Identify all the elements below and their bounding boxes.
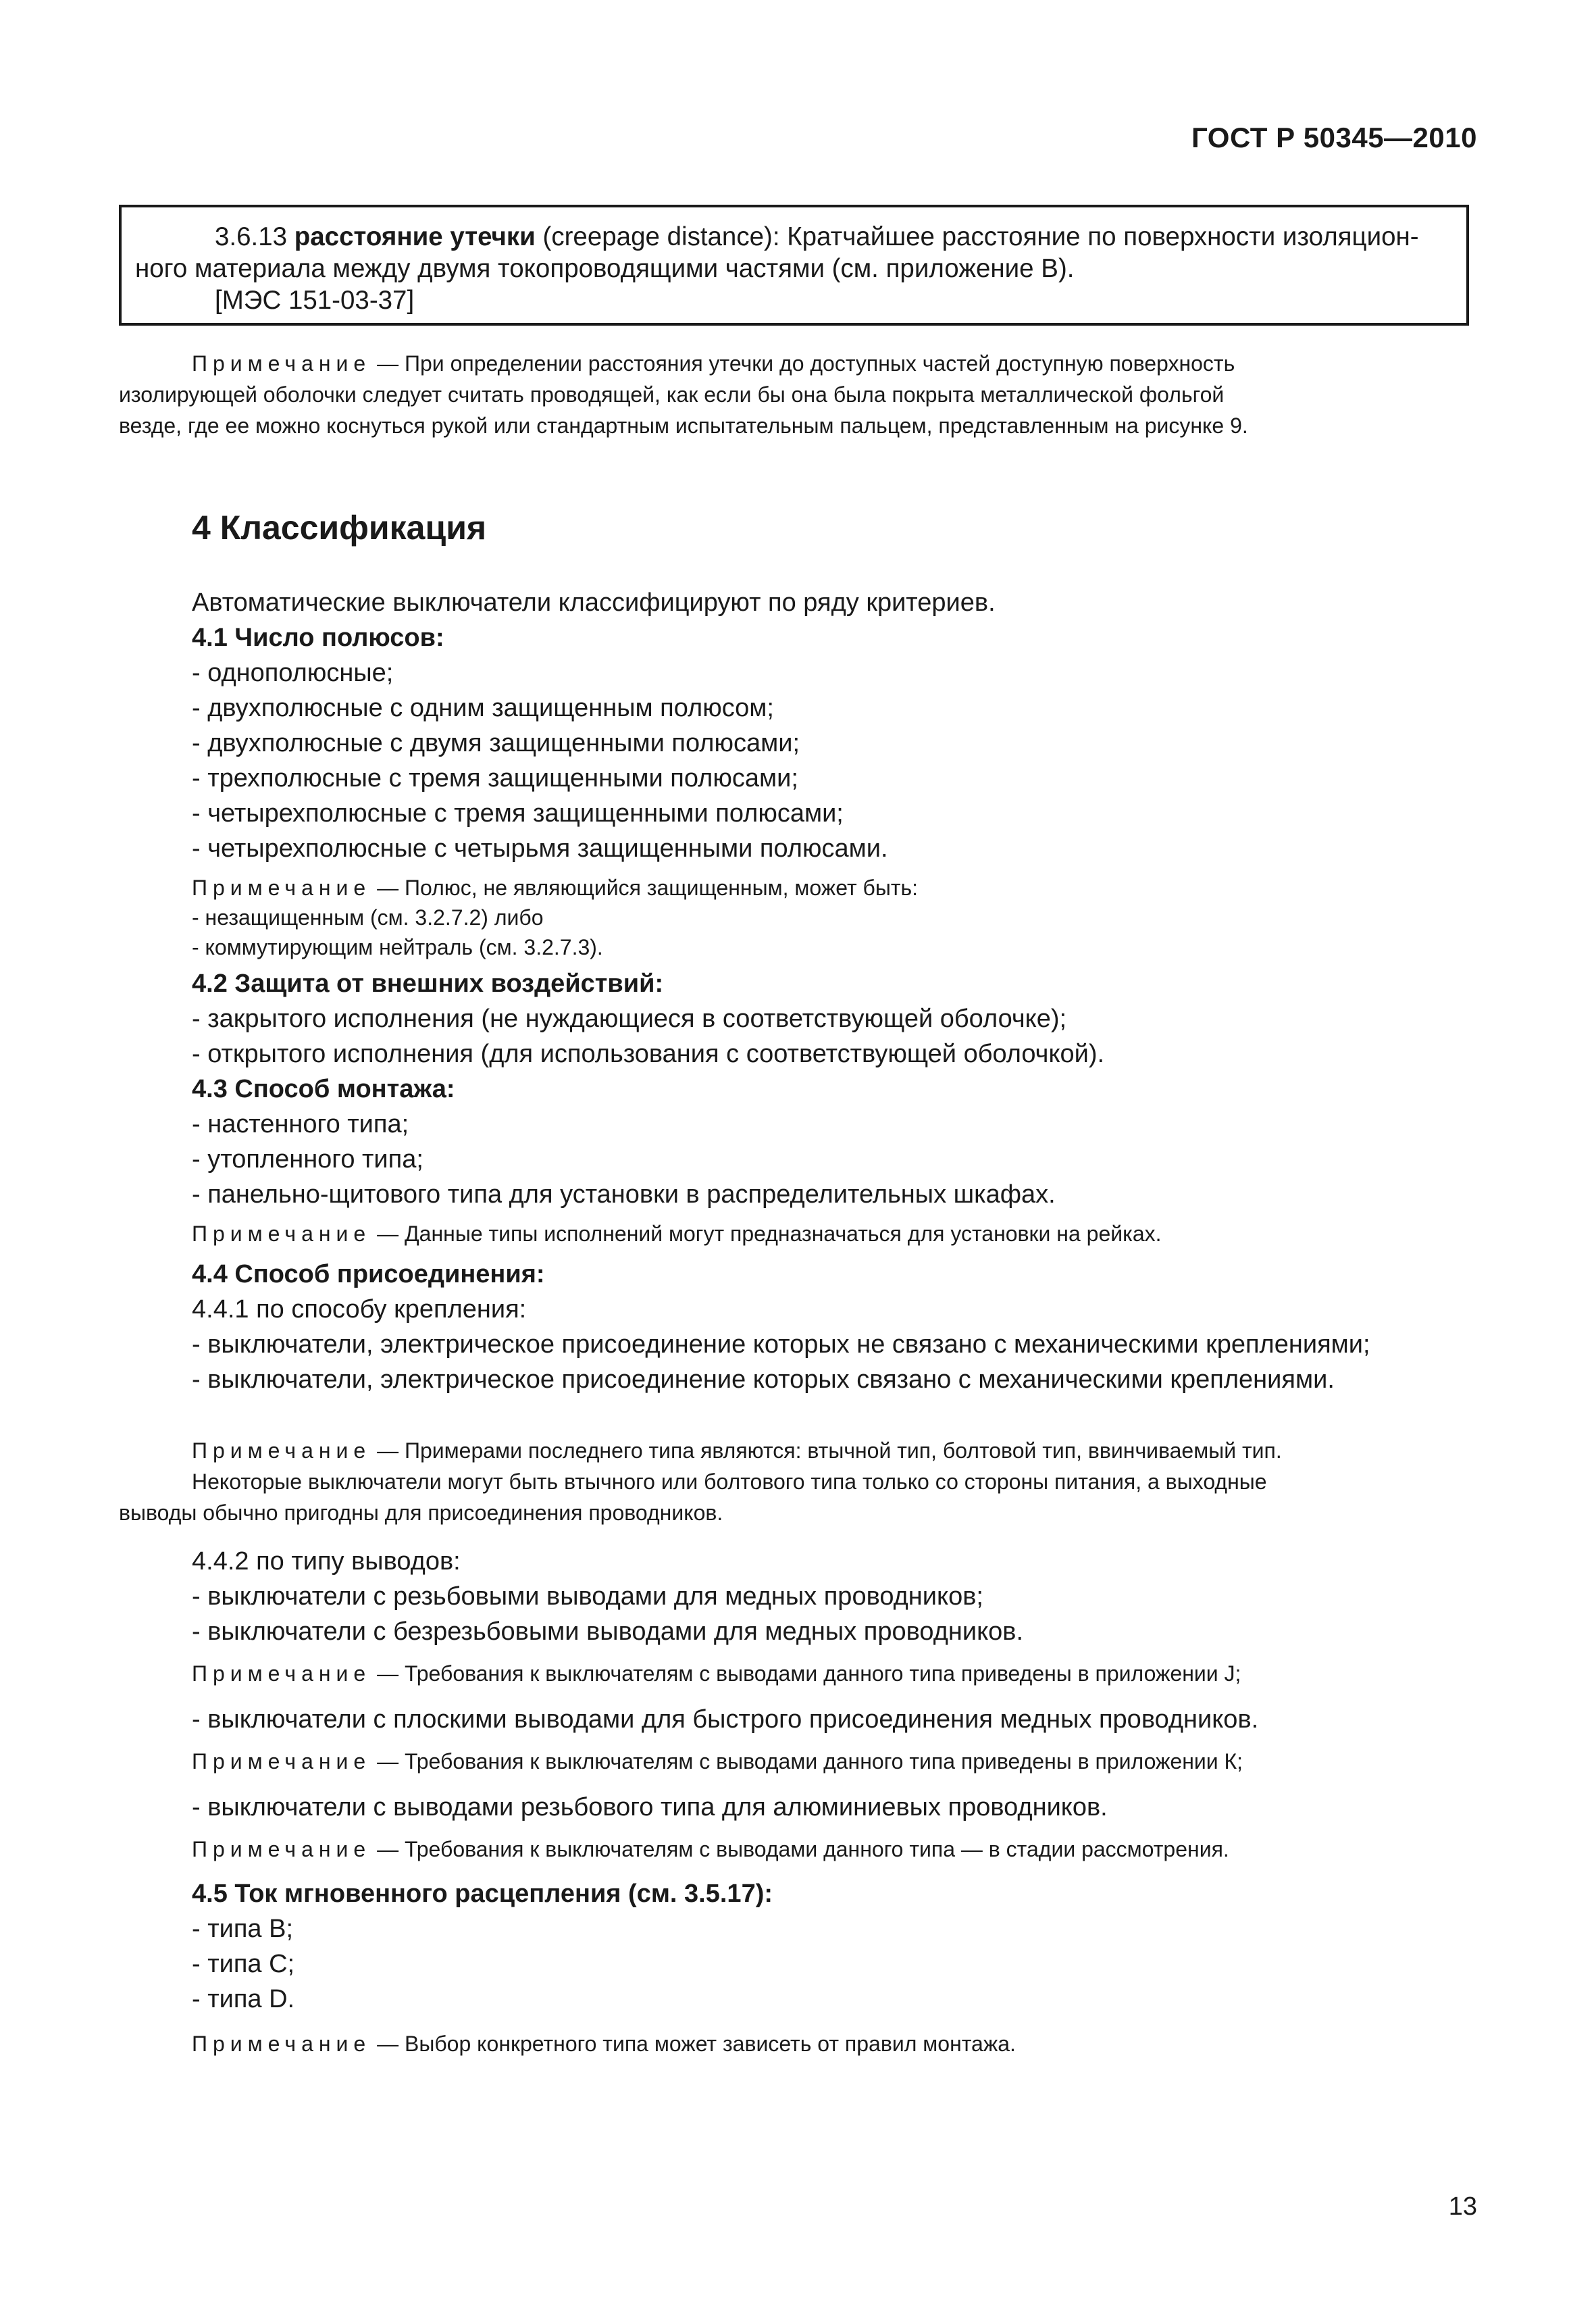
document-id: ГОСТ Р 50345—2010 — [1191, 122, 1477, 153]
definition-text: (creepage distance): Кратчайшее расстояние по поверхности изоляцион- — [535, 222, 1419, 251]
note-text: — Полюс, не являющийся защищенным, может быть: — [371, 876, 919, 900]
note-text: выводы обычно пригодны для присоединения проводников. — [119, 1501, 723, 1525]
list-item: - типа B; — [192, 1915, 294, 1943]
note-text: — Требования к выключателям с выводами данного типа приведены в приложении J; — [371, 1661, 1241, 1686]
list-item: - выключатели с плоскими выводами для быстрого присоединения медных проводников. — [192, 1705, 1259, 1734]
definition-box — [119, 205, 1469, 326]
section-title: 4 Классификация — [192, 509, 487, 547]
note-label: Примечание — [192, 2032, 371, 2056]
note-label: Примечание — [192, 876, 371, 900]
note — [192, 1834, 1475, 1864]
list-item: - четырехполюсные с тремя защищенными полюсами; — [192, 799, 844, 828]
subsubsection-heading: 4.4.2 по типу выводов: — [192, 1547, 461, 1576]
note-text: — При определении расстояния утечки до доступных частей доступную поверхность — [371, 351, 1235, 376]
list-item: - четырехполюсные с четырьмя защищенными полюсами. — [192, 834, 888, 863]
note-4-4-1 — [119, 1435, 1469, 1528]
note-creepage — [119, 348, 1469, 441]
note-text: — Данные типы исполнений могут предназначаться для установки на рейках. — [371, 1222, 1162, 1246]
section-body — [192, 585, 1475, 1397]
page-number: 13 — [1448, 2192, 1477, 2221]
list-item: - выключатели с выводами резьбового типа для алюминиевых проводников. — [192, 1793, 1108, 1821]
subsection-heading: 4.2 Защита от внешних воздействий: — [192, 970, 664, 998]
subsubsection-heading: 4.4.1 по способу крепления: — [192, 1295, 527, 1324]
note-label: Примечание — [192, 351, 371, 376]
note-list-item: - коммутирующим нейтраль (см. 3.2.7.3). — [192, 935, 603, 959]
note-label: Примечание — [192, 1661, 371, 1686]
subsection-heading: 4.1 Число полюсов: — [192, 624, 444, 652]
note-list-item: - незащищенным (см. 3.2.7.2) либо — [192, 905, 544, 930]
list-item: - двухполюсные с одним защищенным полюсом; — [192, 694, 774, 722]
section-body-continued — [192, 1544, 1475, 2059]
note-label: Примечание — [192, 1222, 371, 1246]
subsection-heading: 4.5 Ток мгновенного расцепления (см. 3.5.17): — [192, 1880, 773, 1908]
list-item: - типа C; — [192, 1950, 295, 1978]
definition-line-2: ного материала между двумя токопроводящими частями (см. приложение В). — [135, 254, 1075, 283]
list-item: - открытого исполнения (для использования с соответствующей оболочкой). — [192, 1040, 1105, 1068]
list-item: - однополюсные; — [192, 659, 394, 687]
list-item: - выключатели с безрезьбовыми выводами для медных проводников. — [192, 1617, 1024, 1646]
note-text: везде, где ее можно коснуться рукой или стандартным испытательным пальцем, представленным на рисунке 9. — [119, 413, 1248, 438]
note — [192, 1746, 1475, 1776]
list-item: - выключатели, электрическое присоединение которых не связано с механическими креплениями; — [192, 1330, 1370, 1359]
definition-line-1 — [135, 221, 1453, 253]
note — [192, 2029, 1475, 2059]
definition-term: расстояние утечки — [294, 222, 536, 251]
note-text: — Выбор конкретного типа может зависеть от правил монтажа. — [371, 2032, 1016, 2056]
subsection-heading: 4.3 Способ монтажа: — [192, 1075, 455, 1103]
section-intro: Автоматические выключатели классифицируют по ряду критериев. — [192, 588, 996, 617]
note-text: изолирующей оболочки следует считать проводящей, как если бы она была покрыта металлической фольгой — [119, 382, 1225, 407]
list-item: - панельно-щитового типа для установки в распределительных шкафах. — [192, 1180, 1056, 1209]
note-text: — Требования к выключателям с выводами данного типа приведены в приложении К; — [371, 1749, 1243, 1774]
subsection-heading: 4.4 Способ присоединения: — [192, 1260, 545, 1288]
definition-number: 3.6.13 — [215, 222, 288, 251]
list-item: - выключатели, электрическое присоединение которых связано с механическими креплениями. — [192, 1365, 1335, 1394]
note-label: Примечание — [192, 1438, 371, 1463]
list-item: - утопленного типа; — [192, 1145, 423, 1174]
note-label: Примечание — [192, 1749, 371, 1774]
list-item: - выключатели с резьбовыми выводами для медных проводников; — [192, 1582, 983, 1611]
list-item: - двухполюсные с двумя защищенными полюсами; — [192, 729, 800, 757]
list-item: - типа D. — [192, 1985, 295, 2013]
note — [192, 873, 1475, 903]
note — [192, 1659, 1475, 1688]
note — [192, 1219, 1475, 1249]
note-text: — Требования к выключателям с выводами данного типа — в стадии рассмотрения. — [371, 1837, 1229, 1861]
note-text: — Примерами последнего типа являются: втычной тип, болтовой тип, ввинчиваемый тип. — [371, 1438, 1282, 1463]
list-item: - трехполюсные с тремя защищенными полюсами; — [192, 764, 798, 793]
list-item: - закрытого исполнения (не нуждающиеся в соответствующей оболочке); — [192, 1005, 1067, 1033]
list-item: - настенного типа; — [192, 1110, 409, 1138]
note-label: Примечание — [192, 1837, 371, 1861]
definition-reference: [МЭС 151-03-37] — [215, 286, 415, 315]
note-text: Некоторые выключатели могут быть втычного или болтового типа только со стороны питания, а выходные — [192, 1469, 1267, 1494]
